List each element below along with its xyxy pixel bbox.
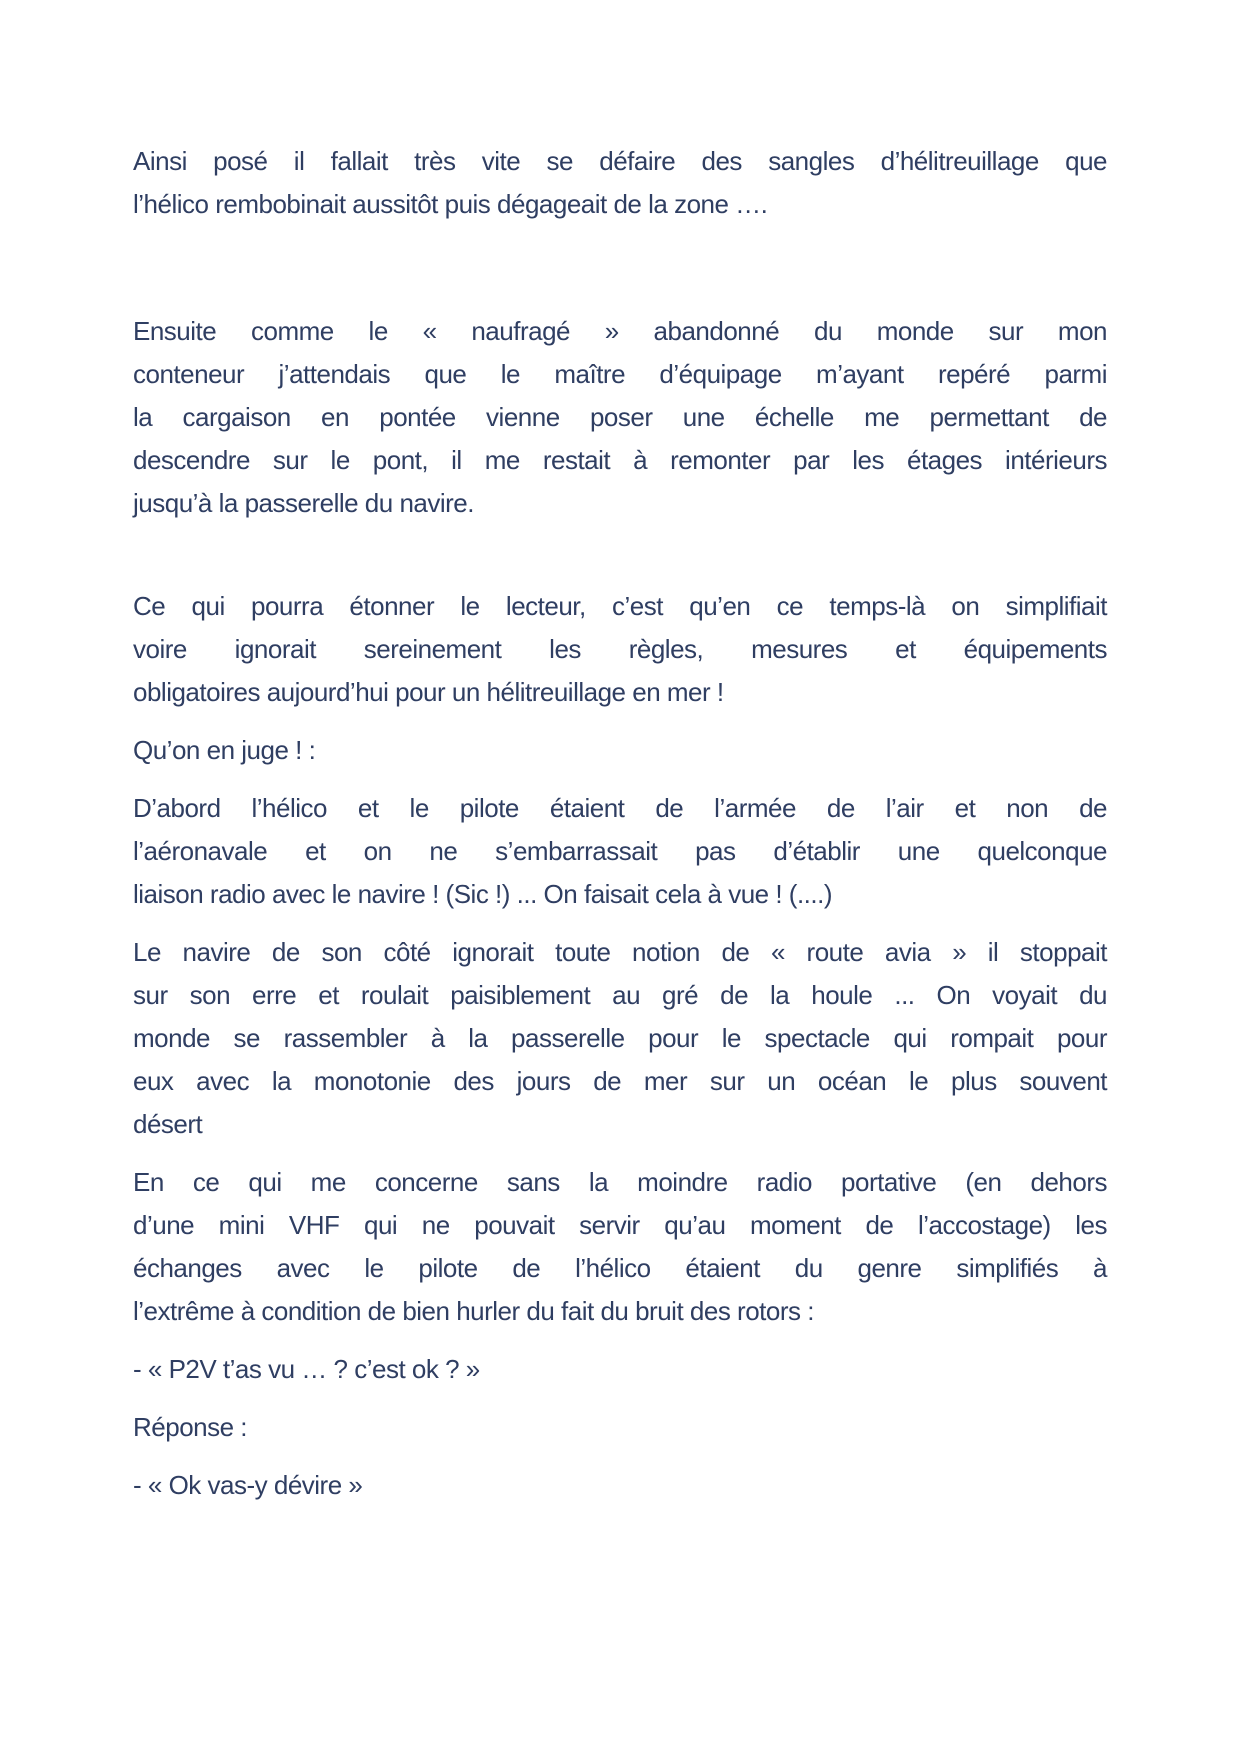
- paragraph-armee-de-lair: [133, 787, 1107, 916]
- text-line: En ce qui me concerne sans la moindre radio portative (en dehors: [133, 1167, 1107, 1197]
- text-line: Ainsi posé il fallait très vite se défaire des sangles d’hélitreuillage que: [133, 146, 1107, 176]
- paragraph-dialogue-ok-devire: [133, 1464, 1107, 1507]
- text-line: conteneur j’attendais que le maître d’équipage m’ayant repéré parmi: [133, 359, 1107, 389]
- text-line: sur son erre et roulait paisiblement au gré de la houle ... On voyait du: [133, 980, 1107, 1010]
- paragraph-naufrage: [133, 310, 1107, 525]
- paragraph-dialogue-p2v: [133, 1348, 1107, 1391]
- text-line: descendre sur le pont, il me restait à remonter par les étages intérieurs: [133, 445, 1107, 475]
- paragraph-helitreuillage-intro: [133, 140, 1107, 226]
- text-line: - « P2V t’as vu … ? c’est ok ? »: [133, 1354, 480, 1384]
- text-line: désert: [133, 1109, 203, 1139]
- paragraph-etonner-lecteur: [133, 585, 1107, 714]
- text-line: l’aéronavale et on ne s’embarrassait pas d’établir une quelconque: [133, 836, 1107, 866]
- text-line: jusqu’à la passerelle du navire.: [133, 488, 474, 518]
- text-line: Qu’on en juge ! :: [133, 735, 316, 765]
- text-line: liaison radio avec le navire ! (Sic !) ... On faisait cela à vue ! (....): [133, 879, 833, 909]
- text-line: - « Ok vas-y dévire »: [133, 1470, 363, 1500]
- paragraph-radio-portative: [133, 1161, 1107, 1333]
- paragraph-quon-en-juge: [133, 729, 1107, 772]
- text-line: la cargaison en pontée vienne poser une échelle me permettant de: [133, 402, 1107, 432]
- text-line: échanges avec le pilote de l’hélico étaient du genre simplifiés à: [133, 1253, 1107, 1283]
- text-line: D’abord l’hélico et le pilote étaient de l’armée de l’air et non de: [133, 793, 1107, 823]
- text-line: Réponse :: [133, 1412, 248, 1442]
- paragraph-reponse-label: [133, 1406, 1107, 1449]
- text-line: Ensuite comme le « naufragé » abandonné du monde sur mon: [133, 316, 1107, 346]
- text-line: obligatoires aujourd’hui pour un hélitreuillage en mer !: [133, 677, 724, 707]
- text-line: eux avec la monotonie des jours de mer sur un océan le plus souvent: [133, 1066, 1107, 1096]
- text-line: Le navire de son côté ignorait toute notion de « route avia » il stoppait: [133, 937, 1107, 967]
- text-line: voire ignorait sereinement les règles, mesures et équipements: [133, 634, 1107, 664]
- paragraph-navire-route-avia: [133, 931, 1107, 1146]
- text-line: d’une mini VHF qui ne pouvait servir qu’au moment de l’accostage) les: [133, 1210, 1107, 1240]
- text-line: l’hélico rembobinait aussitôt puis dégageait de la zone ….: [133, 189, 768, 219]
- text-line: l’extrême à condition de bien hurler du fait du bruit des rotors :: [133, 1296, 814, 1326]
- text-line: monde se rassembler à la passerelle pour le spectacle qui rompait pour: [133, 1023, 1107, 1053]
- text-line: Ce qui pourra étonner le lecteur, c’est qu’en ce temps-là on simplifiait: [133, 591, 1107, 621]
